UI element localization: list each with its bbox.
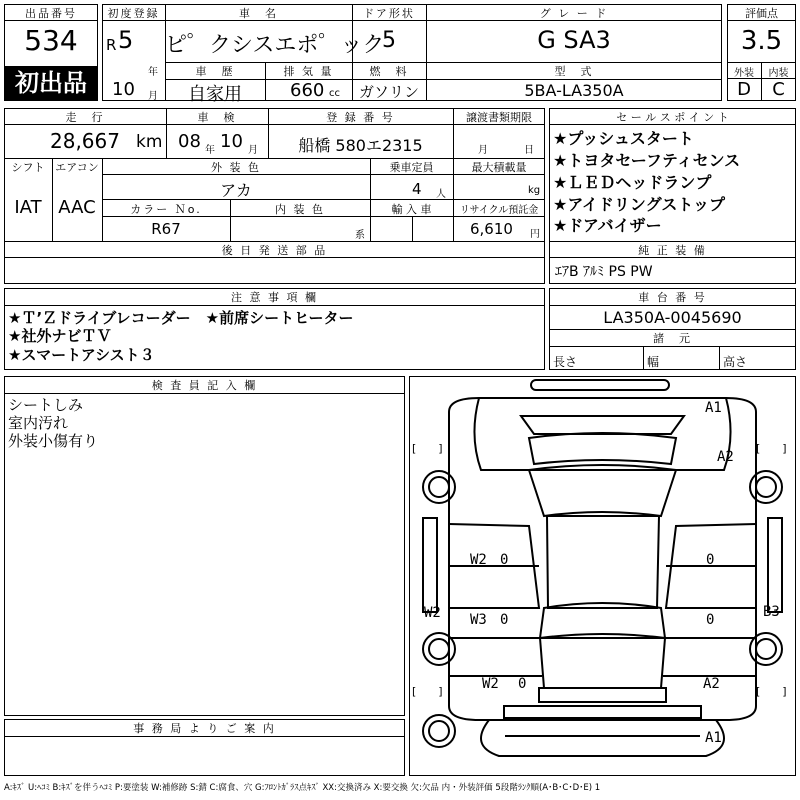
inspector-line: 外装小傷有り: [8, 432, 99, 450]
lot-number: 534: [24, 24, 78, 57]
first-reg-label: 初度登録: [107, 7, 160, 20]
zero-mark: 0: [500, 612, 509, 628]
first-reg-year: 5: [118, 26, 134, 54]
damage-mark: B3: [763, 604, 780, 620]
zero-mark: 0: [518, 676, 527, 692]
transfer-label: 譲渡書類期限: [466, 111, 532, 124]
bracket-mark: [ ]: [412, 685, 443, 698]
capacity: 4: [412, 180, 422, 198]
exterior-label: 外 装 色: [211, 161, 261, 174]
damage-mark: W2: [470, 552, 487, 568]
color-no-label: カラー Ｎo.: [130, 203, 202, 216]
sales-point-item: ★トヨタセーフティセンス: [553, 151, 741, 170]
inspection-year: 08: [178, 131, 201, 152]
options: ｴｱB ｱﾙﾐ PS PW: [555, 264, 653, 280]
zero-mark: 0: [500, 552, 509, 568]
plate-label: 登 録 番 号: [326, 111, 395, 124]
bracket-mark: [ ]: [412, 442, 443, 455]
inspection-label: 車 検: [197, 111, 237, 124]
fuel: ガソリン: [358, 83, 419, 101]
history-label: 車 歴: [195, 65, 235, 78]
month-unit: 月: [148, 91, 158, 102]
aircon-label: エアコン: [55, 161, 99, 174]
car-name-label: 車 名: [239, 7, 278, 20]
color-no: R67: [151, 220, 181, 238]
dims-length: 長さ: [553, 355, 578, 369]
sales-points-label: セ ー ル ス ポ イ ン ト: [616, 111, 729, 124]
displacement-label: 排 気 量: [283, 65, 334, 78]
options-label: 純 正 装 備: [638, 244, 707, 257]
legend: A:ｷｽﾞ U:ﾍｺﾐ B:ｷｽﾞを伴うﾍｺﾐ P:要塗装 W:補修跡 S:錆 C:腐食、穴 G:ﾌﾛﾝﾄｶﾞﾗｽ点ｷｽﾞ XX:交換済み X:要交換 欠:欠品 内・外装評価 5段階ﾗﾝｸ順(A･B･C･D･E) 1: [4, 783, 601, 793]
model: 5BA-LA350A: [524, 81, 624, 100]
inspection-month: 10: [220, 131, 243, 152]
inspection-month-unit: 月: [248, 145, 258, 156]
recycle-unit: 円: [530, 229, 540, 240]
later-parts-label: 後 日 発 送 部 品: [221, 244, 328, 257]
door-label: ドア形状: [363, 7, 415, 20]
car-diagram: [409, 376, 796, 776]
transfer-month: 月: [478, 145, 488, 156]
inspection-year-unit: 年: [205, 145, 215, 156]
score-label: 評価点: [745, 7, 778, 20]
office-label: 事 務 局 よ り ご 案 内: [133, 722, 276, 735]
chassis-label: 車 台 番 号: [638, 291, 707, 304]
model-label: 型 式: [554, 65, 594, 78]
bracket-mark: [ ]: [756, 685, 787, 698]
bracket-mark: [ ]: [756, 442, 787, 455]
chassis: LA350A-0045690: [603, 308, 742, 327]
inspector-label: 検 査 員 記 入 欄: [151, 379, 258, 392]
transfer-day: 日: [524, 145, 534, 156]
dims-label: 諸 元: [653, 332, 692, 345]
year-unit: 年: [148, 67, 158, 78]
max-load-label: 最大積載量: [471, 161, 527, 174]
recycle: 6,610: [470, 220, 513, 238]
damage-mark: A1: [705, 400, 722, 416]
import-label: 輸 入 車: [391, 203, 432, 216]
score: 3.5: [740, 26, 783, 56]
first-listing-badge: 初出品: [5, 66, 97, 100]
displacement: 660: [290, 80, 325, 101]
mileage-label: 走 行: [65, 111, 105, 124]
capacity-label: 乗車定員: [389, 161, 434, 174]
damage-mark: W3: [470, 612, 487, 628]
recycle-label: リサイクル預託金: [459, 205, 539, 216]
displacement-unit: cc: [329, 88, 340, 99]
sales-point-item: ★アイドリングストップ: [553, 195, 725, 214]
zero-mark: 0: [706, 612, 715, 628]
int-label: 内装: [768, 68, 789, 79]
notes-line: ★スマートアシスト３: [8, 346, 155, 364]
exterior: アカ: [220, 181, 252, 200]
door-value: 5: [382, 28, 396, 53]
ext-score: D: [737, 79, 751, 100]
interior-unit: 系: [355, 230, 365, 241]
zero-mark: 0: [706, 552, 715, 568]
lot-label: 出品番号: [25, 7, 77, 20]
dims-height: 高さ: [723, 355, 748, 369]
grade-label: グ レ ー ド: [539, 7, 609, 20]
aircon: AAC: [58, 197, 96, 218]
ext-label: 外装: [734, 68, 754, 79]
damage-mark: W2: [424, 605, 441, 621]
capacity-unit: 人: [436, 189, 446, 200]
plate: 船橋 580エ2315: [298, 136, 423, 155]
notes-label: 注 意 事 項 欄: [231, 291, 318, 304]
damage-mark: W2: [482, 676, 499, 692]
inspector-line: 室内汚れ: [8, 414, 69, 432]
damage-mark: A2: [703, 676, 720, 692]
inspector-line: シートしみ: [8, 396, 84, 414]
grade: G SA3: [537, 26, 611, 54]
shift-label: シフト: [11, 161, 45, 174]
sales-point-item: ★プッシュスタート: [553, 129, 694, 148]
notes-line: ★Ｔ’Ｚドライブレコーダー ★前席シートヒーター: [8, 309, 354, 327]
first-reg-month: 10: [112, 79, 135, 100]
era: R: [106, 36, 117, 54]
history: 自家用: [188, 84, 242, 105]
max-load-unit: kg: [528, 185, 541, 196]
mileage-unit: km: [136, 132, 163, 152]
int-score: C: [772, 79, 785, 100]
fuel-label: 燃 料: [369, 65, 409, 78]
damage-mark: A1: [705, 730, 722, 746]
damage-mark: A2: [717, 449, 734, 465]
mileage: 28,667: [50, 129, 120, 153]
car-name: ピ゜クシスエポ゜ック: [165, 33, 385, 58]
sales-point-item: ★ＬＥＤヘッドランプ: [553, 173, 712, 192]
interior-label: 内 装 色: [275, 203, 325, 216]
dims-width: 幅: [647, 355, 660, 369]
sales-point-item: ★ドアバイザー: [553, 216, 662, 235]
shift: IAT: [14, 197, 42, 218]
notes-line: ★社外ナビＴＶ: [8, 327, 112, 345]
